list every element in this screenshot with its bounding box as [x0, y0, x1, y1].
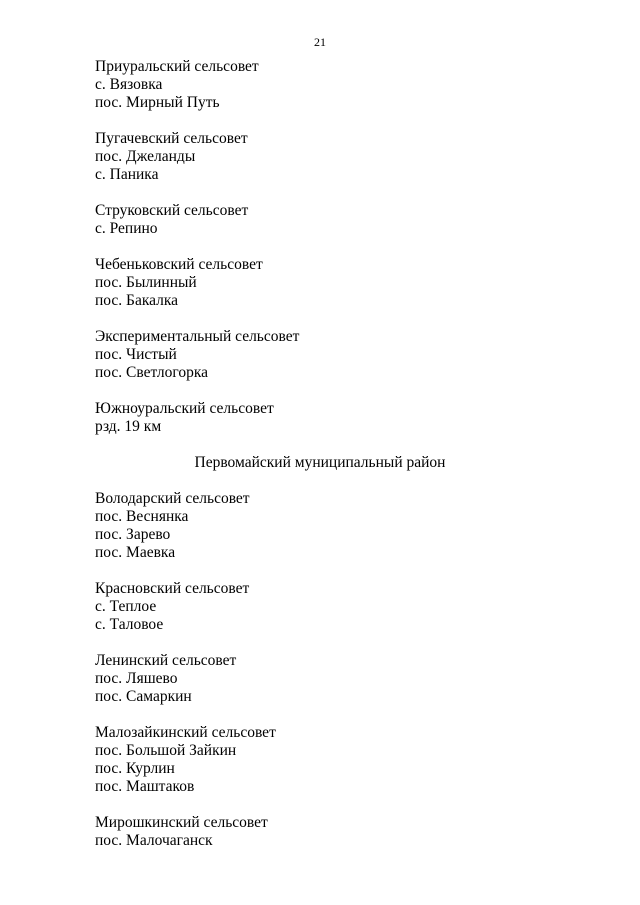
council-name: Малозайкинский сельсовет	[95, 724, 276, 741]
council-block	[95, 328, 575, 382]
settlement-name: пос. Чистый	[95, 346, 177, 363]
council-name: Экспериментальный сельсовет	[95, 328, 300, 345]
settlement-name: с. Паника	[95, 166, 159, 183]
council-name: Струковский сельсовет	[95, 202, 249, 219]
council-name: Володарский сельсовет	[95, 490, 250, 507]
settlement-name: пос. Былинный	[95, 274, 197, 291]
settlement-name: пос. Курлин	[95, 760, 175, 777]
council-name: Чебеньковский сельсовет	[95, 256, 263, 273]
settlement-list	[95, 58, 575, 868]
council-name: Ленинский сельсовет	[95, 652, 237, 669]
council-name: Приуральский сельсовет	[95, 58, 259, 75]
page-number: 21	[314, 35, 326, 49]
settlement-name: рзд. 19 км	[95, 418, 162, 435]
council-name: Южноуральский сельсовет	[95, 400, 274, 417]
settlement-name: с. Таловое	[95, 616, 164, 633]
council-block	[95, 400, 575, 436]
settlement-name: пос. Маштаков	[95, 778, 195, 795]
settlement-name: пос. Мирный Путь	[95, 94, 220, 111]
council-block	[95, 490, 575, 562]
council-block	[95, 202, 575, 238]
council-block	[95, 724, 575, 796]
settlement-name: пос. Большой Зайкин	[95, 742, 237, 759]
council-block	[95, 814, 575, 850]
council-name: Мирошкинский сельсовет	[95, 814, 268, 831]
council-block	[95, 130, 575, 184]
settlement-name: пос. Джеланды	[95, 148, 196, 165]
settlement-name: пос. Светлогорка	[95, 364, 209, 381]
settlement-name: с. Вязовка	[95, 76, 163, 93]
council-block	[95, 256, 575, 310]
settlement-name: пос. Зарево	[95, 526, 171, 543]
council-name: Красновский сельсовет	[95, 580, 250, 597]
council-block	[95, 652, 575, 706]
settlement-name: пос. Бакалка	[95, 292, 179, 309]
settlement-name: с. Репино	[95, 220, 158, 237]
settlement-name: с. Теплое	[95, 598, 157, 615]
council-block	[95, 580, 575, 634]
settlement-name: пос. Малочаганск	[95, 832, 213, 849]
settlement-name: пос. Самаркин	[95, 688, 192, 705]
settlement-name: пос. Маевка	[95, 544, 176, 561]
council-block	[95, 58, 575, 112]
settlement-name: пос. Веснянка	[95, 508, 189, 525]
district-heading: Первомайский муниципальный район	[194, 454, 446, 471]
settlement-name: пос. Ляшево	[95, 670, 178, 687]
council-name: Пугачевский сельсовет	[95, 130, 248, 147]
